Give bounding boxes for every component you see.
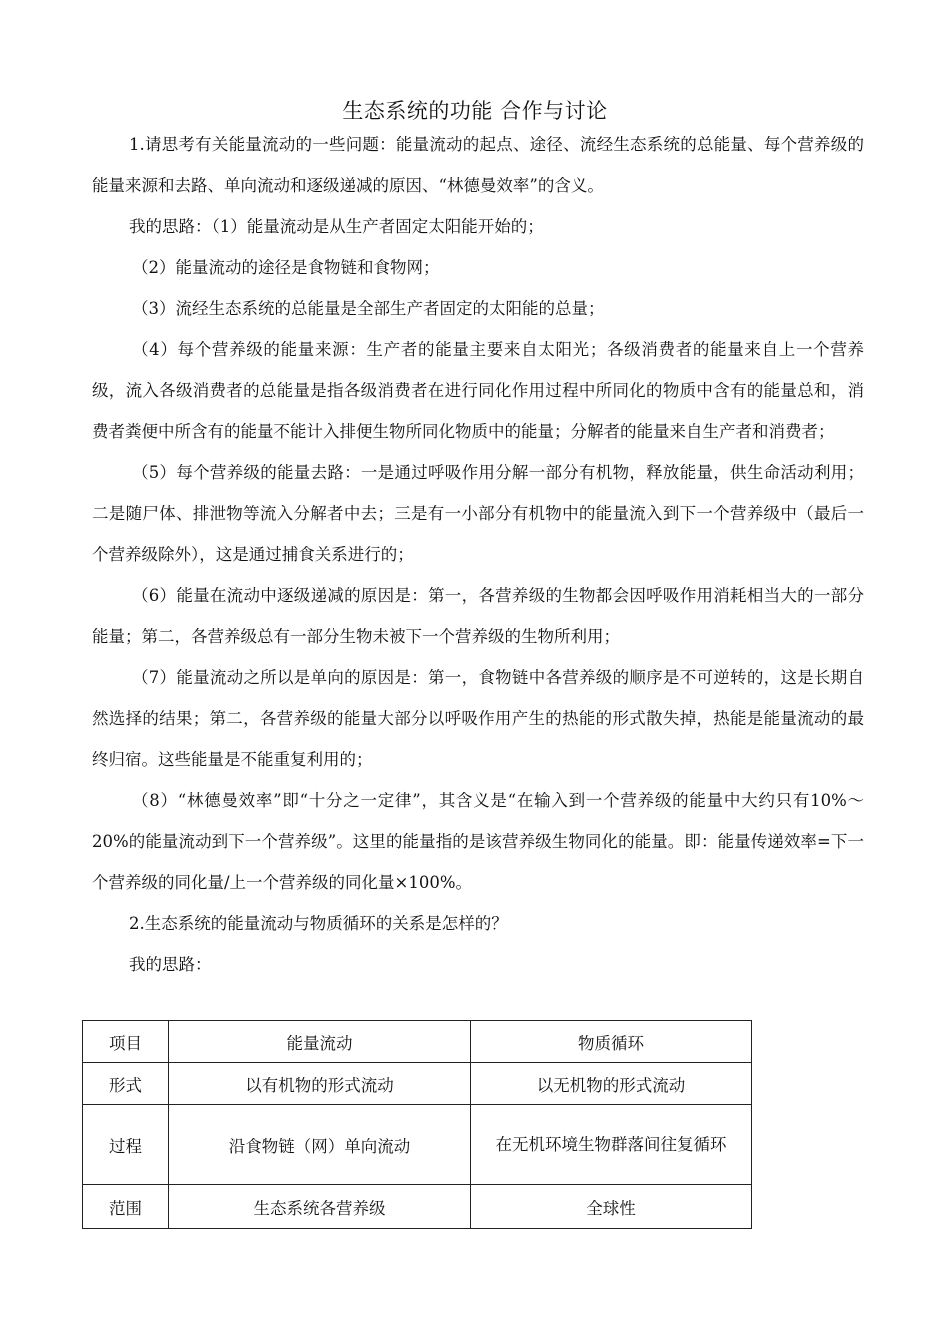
question-1: 1.请思考有关能量流动的一些问题：能量流动的起点、途径、流经生态系统的总能量、每个营养级的能量来源和去路、单向流动和逐级递减的原因、“林德曼效率”的含义。 [92,135,864,195]
thinking-point-6: （6）能量在流动中逐级递减的原因是：第一，各营养级的生物都会因呼吸作用消耗相当大的一部分能量；第二，各营养级总有一部分生物未被下一个营养级的生物所利用； [92,586,864,646]
table-header-cell: 物质循环 [471,1021,752,1063]
table-cell: 在无机环境生物群落间往复循环 [471,1105,752,1185]
thinking-point-7: （7）能量流动之所以是单向的原因是：第一，食物链中各营养级的顺序是不可逆转的，这是长期自然选择的结果；第二，各营养级的能量大部分以呼吸作用产生的热能的形式散失掉，热能是能量流动的最终归宿。这些能量是不能重复利用的； [92,668,864,769]
table-row [83,1185,752,1229]
table-row [83,1063,752,1105]
table-cell: 沿食物链（网）单向流动 [169,1105,471,1185]
table-cell: 形式 [83,1063,169,1105]
thinking-point-8: （8）“林德曼效率”即“十分之一定律”，其含义是“在输入到一个营养级的能量中大约只有10%～20%的能量流动到下一个营养级”。这里的能量指的是该营养级生物同化的能量。即：能量传递效率=下一个营养级的同化量/上一个营养级的同化量×100%。 [92,791,864,892]
thinking-point-4: （4）每个营养级的能量来源：生产者的能量主要来自太阳光；各级消费者的能量来自上一个营养级，流入各级消费者的总能量是指各级消费者在进行同化作用过程中所同化的物质中含有的能量总和，消费者粪便中所含有的能量不能计入排便生物所同化物质中的能量；分解者的能量来自生产者和消费者； [92,340,864,441]
table-row [83,1105,752,1185]
thinking-label: 我的思路： [129,955,212,974]
table-cell: 生态系统各营养级 [169,1185,471,1229]
table-cell: 范围 [83,1185,169,1229]
table-cell: 以有机物的形式流动 [169,1063,471,1105]
thinking-point-3: （3）流经生态系统的总能量是全部生产者固定的太阳能的总量； [132,299,605,318]
thinking-point-1: 我的思路：（1）能量流动是从生产者固定太阳能开始的； [129,217,544,236]
table-header-cell: 项目 [83,1021,169,1063]
thinking-point-2: （2）能量流动的途径是食物链和食物网； [132,258,440,277]
document-body [92,124,864,985]
table-cell: 以无机物的形式流动 [471,1063,752,1105]
question-2: 2.生态系统的能量流动与物质循环的关系是怎样的？ [129,914,508,933]
table-header-cell: 能量流动 [169,1021,471,1063]
comparison-table [82,1020,752,1229]
table-cell: 全球性 [471,1185,752,1229]
table-header-row [83,1021,752,1063]
thinking-point-5: （5）每个营养级的能量去路：一是通过呼吸作用分解一部分有机物，释放能量，供生命活动利用；二是随尸体、排泄物等流入分解者中去；三是有一小部分有机物中的能量流入到下一个营养级中（最后一个营养级除外），这是通过捕食关系进行的； [92,463,864,564]
page-title: 生态系统的功能 合作与讨论 [342,99,608,123]
table-cell: 过程 [83,1105,169,1185]
